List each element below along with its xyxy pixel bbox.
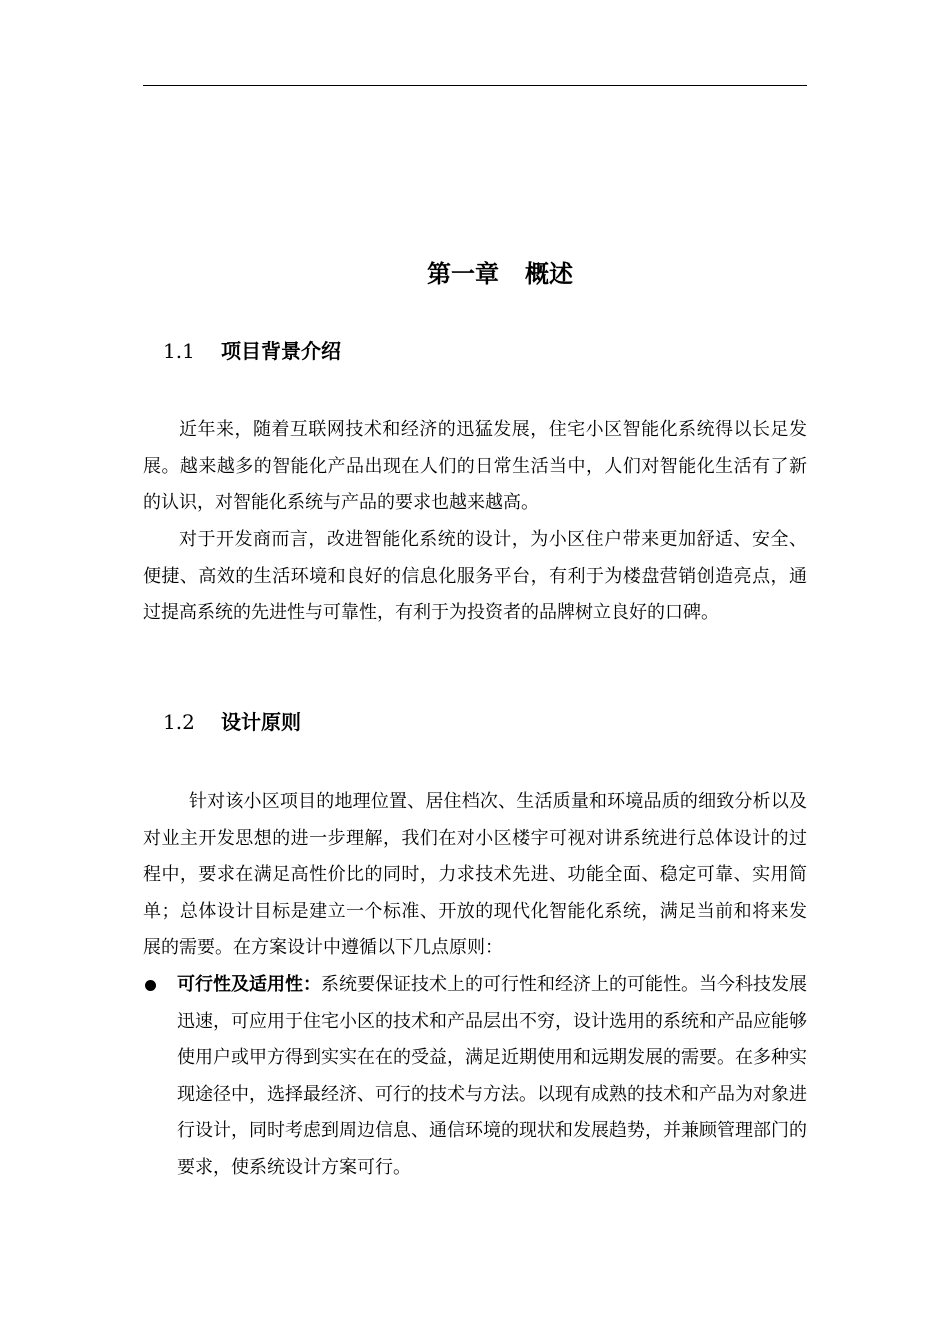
section-heading-1-1 bbox=[163, 336, 341, 366]
chapter-title bbox=[0, 256, 950, 292]
chapter-label: 第一章 bbox=[427, 260, 499, 288]
section-title: 项目背景介绍 bbox=[221, 339, 341, 363]
paragraph-design-principles: 针对该小区项目的地理位置、居住档次、生活质量和环境品质的细致分析以及对业主开发思想的进一步理解，我们在对小区楼宇可视对讲系统进行总体设计的过程中，要求在满足高性价比的同时，力求技术先进、功能全面、稳定可靠、实用简单；总体设计目标是建立一个标准、开放的现代化智能化系统，满足当前和将来发展的需要。在方案设计中遵循以下几点原则： bbox=[143, 791, 807, 958]
section-heading-1-2 bbox=[163, 707, 301, 737]
section-title: 设计原则 bbox=[221, 710, 301, 734]
bullet-text bbox=[177, 967, 807, 1186]
bullet-item-feasibility bbox=[143, 967, 807, 1186]
header-rule bbox=[143, 85, 807, 86]
bullet-title: 可行性及适用性： bbox=[177, 974, 321, 995]
section-number: 1.2 bbox=[163, 710, 195, 734]
bullet-body: 系统要保证技术上的可行性和经济上的可能性。当今科技发展迅速，可应用于住宅小区的技术和产品层出不穷，设计选用的系统和产品应能够使用户或甲方得到实实在在的受益，满足近期使用和远期发展的需要。在多种实现途径中，选择最经济、可行的技术与方法。以现有成熟的技术和产品为对象进行设计，同时考虑到周边信息、通信环境的现状和发展趋势，并兼顾管理部门的要求，使系统设计方案可行。 bbox=[177, 974, 807, 1178]
chapter-title-text: 概述 bbox=[525, 260, 573, 288]
section-number: 1.1 bbox=[163, 339, 195, 363]
paragraph-background-2: 对于开发商而言，改进智能化系统的设计，为小区住户带来更加舒适、安全、便捷、高效的生活环境和良好的信息化服务平台，有利于为楼盘营销创造亮点，通过提高系统的先进性与可靠性，有利于为投资者的品牌树立良好的口碑。 bbox=[143, 529, 807, 623]
bullet-dot-icon bbox=[145, 980, 156, 991]
paragraph-background-1: 近年来，随着互联网技术和经济的迅猛发展，住宅小区智能化系统得以长足发展。越来越多的智能化产品出现在人们的日常生活当中，人们对智能化生活有了新的认识，对智能化系统与产品的要求也越来越高。 bbox=[143, 419, 807, 513]
